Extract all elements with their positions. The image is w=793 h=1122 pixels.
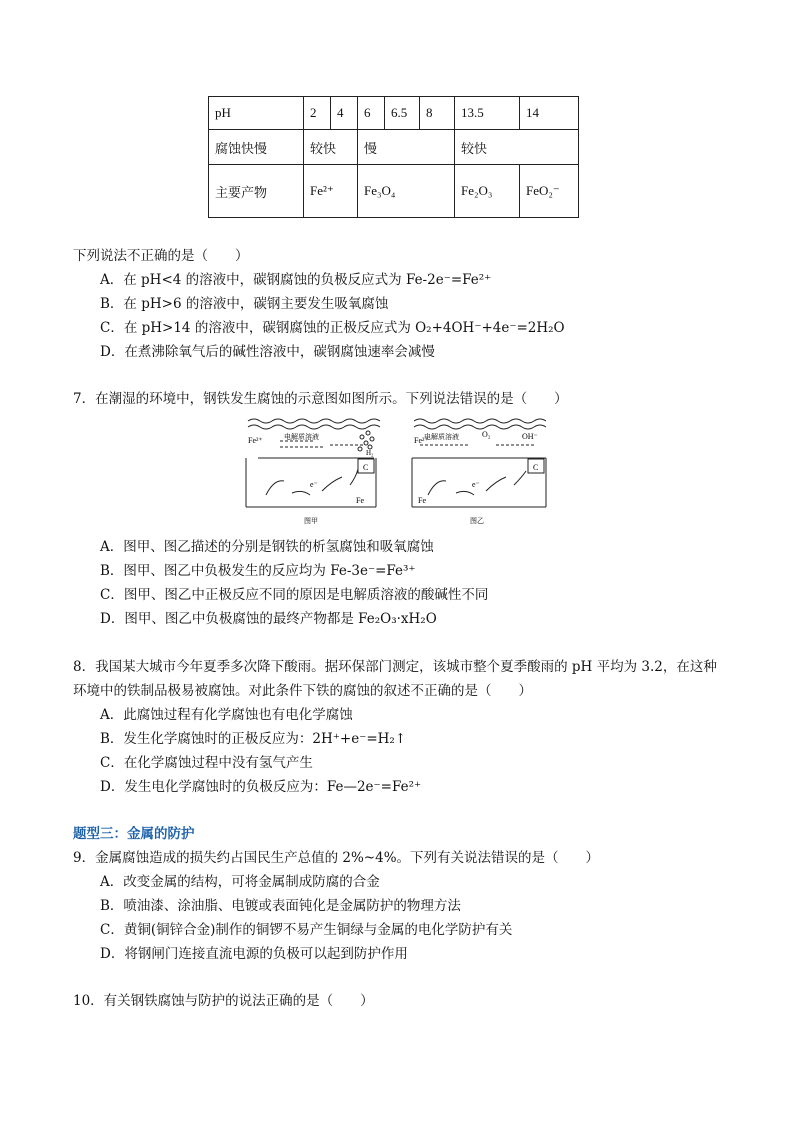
electrolyte-label: 电解质溶液 [284, 433, 319, 441]
row-label: pH [209, 97, 304, 130]
table-cell: Fe₃O₄ [358, 165, 455, 218]
electron-label: e⁻ [310, 480, 318, 489]
row-label: 腐蚀快慢 [209, 130, 304, 165]
electron-label: e⁻ [472, 480, 480, 489]
table-cell: 6 [358, 97, 385, 130]
option-b: B．在 pH>6 的溶液中，碳钢主要发生吸氧腐蚀 [100, 296, 389, 312]
option-c: C．在化学腐蚀过程中没有氢气产生 [100, 755, 313, 771]
table-cell: 4 [331, 97, 358, 130]
table-cell: 2 [304, 97, 331, 130]
option-c: C．图甲、图乙中正极反应不同的原因是电解质溶液的酸碱性不同 [100, 587, 489, 603]
table-row [209, 97, 579, 130]
option-a: A．在 pH<4 的溶液中，碳钢腐蚀的负极反应式为 Fe-2e⁻=Fe²⁺ [100, 272, 492, 288]
electrolyte-label: 电解质溶液 [424, 433, 459, 441]
table-cell: 6.5 [385, 97, 420, 130]
option-b: B．图甲、图乙中负极发生的反应均为 Fe-3e⁻=Fe³⁺ [100, 563, 416, 579]
ph-corrosion-table [208, 96, 579, 218]
figure-right-panel [412, 419, 546, 525]
caption-right: 图乙 [470, 517, 484, 525]
table-cell: 13.5 [455, 97, 520, 130]
figure-left-panel [246, 419, 380, 525]
question-7-stem: 7．在潮湿的环境中，钢铁发生腐蚀的示意图如图所示。下列说法错误的是（ ） [73, 391, 568, 407]
table-cell: 慢 [358, 130, 455, 165]
table-cell: 较快 [455, 130, 579, 165]
iron-label: Fe [418, 496, 426, 505]
option-c: C．在 pH>14 的溶液中，碳钢腐蚀的正极反应式为 O₂+4OH⁻+4e⁻=2H₂O [100, 320, 565, 336]
question-9-stem: 9．金属腐蚀造成的损失约占国民生产总值的 2%~4%。下列有关说法错误的是（ ） [73, 850, 600, 866]
o2-label: O₂ [482, 430, 491, 439]
option-a: A．此腐蚀过程有化学腐蚀也有电化学腐蚀 [100, 707, 353, 723]
option-d: D．发生电化学腐蚀时的负极反应为：Fe—2e⁻=Fe²⁺ [100, 779, 422, 795]
option-d: D．在煮沸除氧气后的碱性溶液中，碳钢腐蚀速率会减慢 [100, 344, 435, 360]
h2-label: H₂ [366, 449, 374, 457]
table-row [209, 165, 579, 218]
carbon-label: C [363, 463, 369, 472]
iron-label: Fe [356, 496, 364, 505]
fe-ion-label: Fe²⁺ [248, 436, 263, 445]
oh-label: OH⁻ [522, 432, 538, 441]
question-10-stem: 10．有关钢铁腐蚀与防护的说法正确的是（ ） [73, 993, 374, 1009]
option-d: D．图甲、图乙中负极腐蚀的最终产物都是 Fe₂O₃·xH₂O [100, 611, 437, 627]
question-8-stem-line2: 环境中的铁制品极易被腐蚀。对此条件下铁的腐蚀的叙述不正确的是（ ） [73, 683, 532, 699]
fe-ion-label: Fe²⁺ [414, 436, 429, 445]
option-c: C．黄铜(铜锌合金)制作的铜锣不易产生铜绿与金属的电化学防护有关 [100, 922, 513, 938]
option-b: B．发生化学腐蚀时的正极反应为：2H⁺+e⁻=H₂↑ [100, 731, 407, 747]
row-label: 主要产物 [209, 165, 304, 218]
table-cell: Fe²⁺ [304, 165, 358, 218]
option-a: A．改变金属的结构，可将金属制成防腐的合金 [100, 874, 380, 890]
option-b: B．喷油漆、涂油脂、电镀或表面钝化是金属防护的物理方法 [100, 898, 461, 914]
section-heading: 题型三：金属的防护 [73, 826, 195, 842]
option-d: D．将钢闸门连接直流电源的负极可以起到防护作用 [100, 946, 408, 962]
table-cell: Fe₂O₃ [455, 165, 520, 218]
table-cell: FeO₂⁻ [520, 165, 579, 218]
corrosion-diagram [244, 415, 550, 527]
table-cell: 8 [420, 97, 455, 130]
question-8-stem-line1: 8．我国某大城市今年夏季多次降下酸雨。据环保部门测定，该城市整个夏季酸雨的 pH 平均为 3.2，在这种 [73, 659, 717, 675]
table-cell: 较快 [304, 130, 358, 165]
caption-left: 图甲 [304, 517, 318, 525]
table-row [209, 130, 579, 165]
question-6-stem: 下列说法不正确的是（ ） [73, 248, 249, 264]
table-cell: 14 [520, 97, 579, 130]
option-a: A．图甲、图乙描述的分别是钢铁的析氢腐蚀和吸氧腐蚀 [100, 539, 434, 555]
carbon-label: C [533, 463, 539, 472]
